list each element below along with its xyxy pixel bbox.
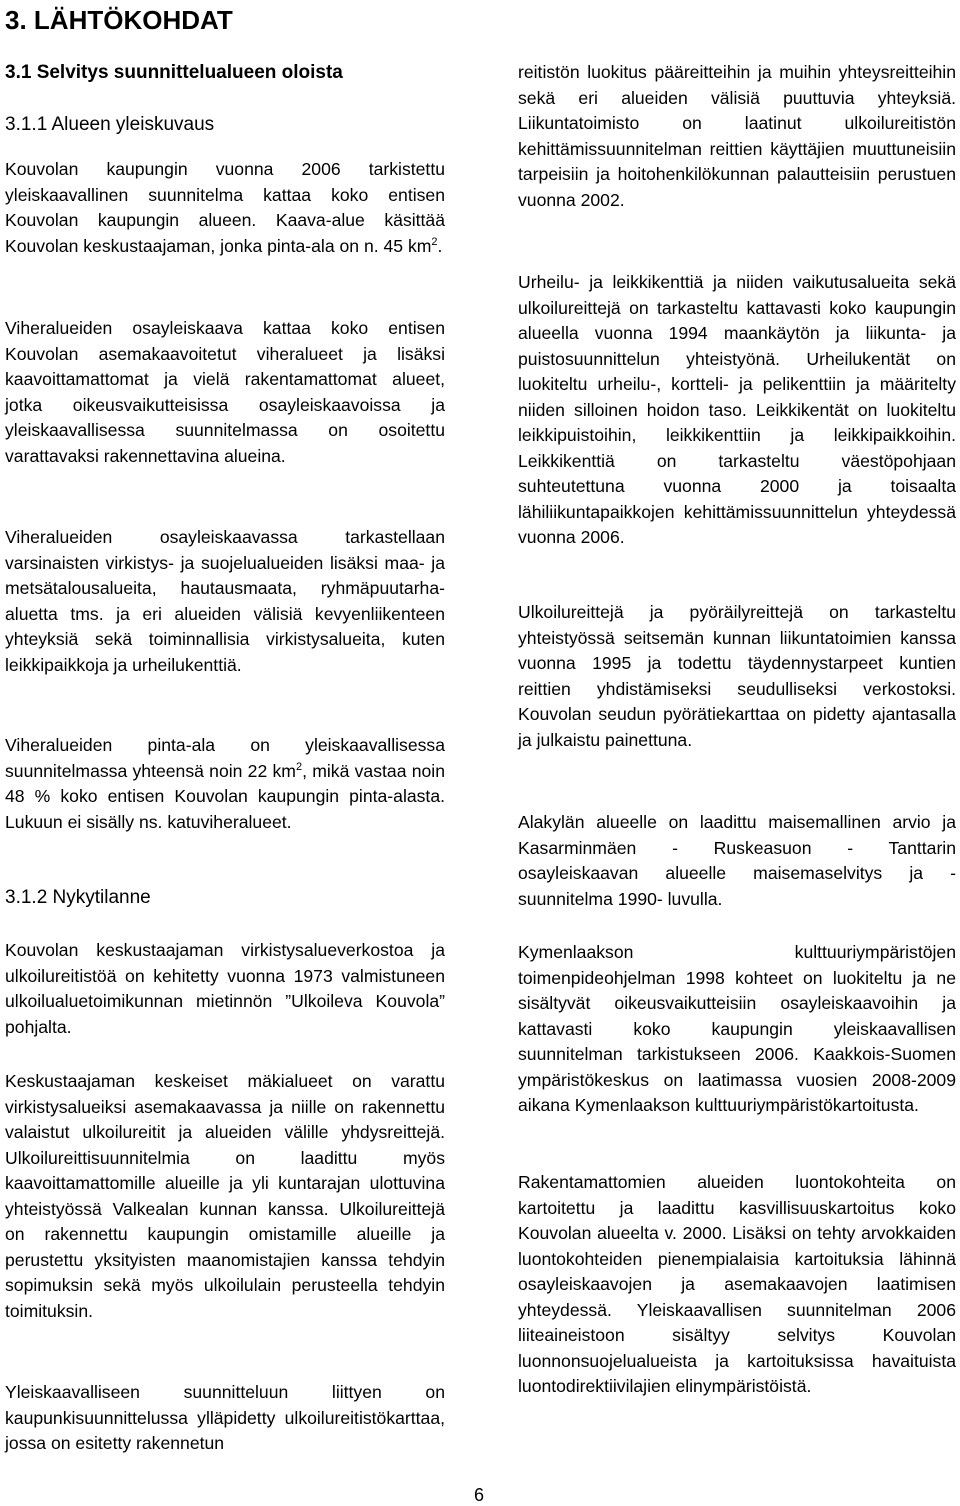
- paragraph-pinta-ala: Viheralueiden pinta-ala on yleiskaavallisessa suunnitelmassa yhteensä noin 22 $km^2$, mikä vastaa noin 48 % koko entisen Kouvolan kaupungin pinta-alasta. Lukuun ei sisälly ns. katuviheralueet.: [5, 735, 445, 832]
- subsection-heading-nykytilanne: 3.1.2 Nykytilanne: [5, 887, 151, 908]
- subsection-heading-alueen-yleiskuvaus: 3.1.1 Alueen yleiskuvaus: [5, 114, 215, 135]
- paragraph-pyorailyreitit: Ulkoilureittejä ja pyöräilyreittejä on tarkasteltu yhteistyössä seitsemän kunnan liikuntatoimien kanssa vuonna 1995 ja todettu täydennystarpeet kuntien reittien yhdistämiseksi seudulliseksi verkostoksi. Kouvolan seudun pyörätiekarttaa on pidetty ajantasalla ja julkaistu painettuna.: [518, 602, 956, 750]
- page-number: 6: [474, 1485, 485, 1505]
- section-heading: 3.1 Selvitys suunnittelualueen oloista: [5, 62, 343, 83]
- paragraph-yleiskuvaus: Kouvolan kaupungin vuonna 2006 tarkistettu yleiskaavallinen suunnitelma kattaa koko entisen Kouvolan kaupungin alueen. Kaava-alue käsittää Kouvolan keskustaajaman, jonka pinta-ala on n. 45 $km^2$.: [5, 159, 445, 256]
- chapter-heading: 3. LÄHTÖKOHDAT: [5, 5, 233, 35]
- paragraph-tarkastelu: Viheralueiden osayleiskaavassa tarkastellaan varsinaisten virkistys- ja suojelualueiden lisäksi maa- ja metsätalousalueita, hautausmaata, ryhmäpuutarha-aluetta tms. ja eri alueiden välisiä kevyenliikenteen yhteyksiä sekä toiminnallisia virkistysalueita, kuten leikkipaikkoja ja urheilukenttiä.: [5, 527, 445, 675]
- paragraph-maisema: Alakylän alueelle on laadittu maisemallinen arvio ja Kasarminmäen - Ruskeasuon - Tanttarin osayleiskaavan alueelle maisemaselvitys ja -suunnitelma 1990- luvulla.: [518, 812, 956, 909]
- paragraph-osayleiskaava: Viheralueiden osayleiskaava kattaa koko entisen Kouvolan asemakaavoitetut viheralueet ja lisäksi kaavoittamattomat ja vielä rakentamattomat alueet, jotka oikeusvaikutteisissa osayleiskaavoissa ja yleiskaavallisessa suunnitelmassa on osoitettu varattavaksi rakennettavina alueina.: [5, 318, 445, 466]
- paragraph-luontokohteet: Rakentamattomien alueiden luontokohteita on kartoitettu ja laadittu kasvillisuuskartoitus koko Kouvolan alueelta v. 2000. Lisäksi on tehty arvokkaiden luontokohteiden pienempialaisia kartoituksia lähinnä osayleiskaavojen ja asemakaavojen laatimisen yhteydessä. Yleiskaavallisen suunnitelman 2006 liiteaineistoon sisältyy selvitys Kouvolan luonnonsuojelualueista ja kartoituksissa havaituista luontodirektiivilajien elinympäristöistä.: [518, 1172, 956, 1396]
- paragraph-makialueet: Keskustaajaman keskeiset mäkialueet on varattu virkistysalueiksi asemakaavassa ja niille on rakennettu valaistut ulkoilureitit ja alueiden välille yhdysreittejä. Ulkoilureittisuunnitelmia on laadittu myös kaavoittamattomille alueille ja yli kuntarajan ulottuvina yhteistyössä Valkealan kunnan kanssa. Ulkoilureittejä on rakennettu kaupungin omistamille alueille ja perustettu yksityisten maanomistajien kanssa tehdyin sopimuksin sekä myös ulkoilulain perusteella tehdyin toimituksin.: [5, 1071, 445, 1321]
- paragraph-urheilukentat: Urheilu- ja leikkikenttiä ja niiden vaikutusalueita sekä ulkoilureittejä on tarkasteltu kattavasti koko kaupungin alueella vuonna 1994 maankäytön ja liikunta- ja puistosuunnittelun yhteistyönä. Urheilukentät on luokiteltu urheilu-, kortteli- ja pelikenttiin ja määritelty niiden silloinen hoidon taso. Leikkikentät on luokiteltu leikkipuistoihin, leikkikenttiin ja leikkipaikkoihin. Leikkikenttiä on tarkasteltu väestöpohjaan suhteutettuna vuonna 2000 ja toisaalta lähiliikuntapaikkojen kehittämissuunnittelun yhteydessä vuonna 2006.: [518, 272, 956, 547]
- paragraph-kulttuuriymparistot: Kymenlaakson kulttuuriympäristöjen toimenpideohjelman 1998 kohteet on luokiteltu ja ne sisältyvät oikeusvaikutteisiin osayleiskaavoihin ja kattavasti koko kaupungin yleiskaavallisen suunnitelman tarkistukseen 2006. Kaakkois-Suomen ympäristökeskus on laatimassa vuosien 2008-2009 aikana Kymenlaakson kulttuuriympäristökartoitusta.: [518, 942, 956, 1115]
- paragraph-verkosto: Kouvolan keskustaajaman virkistysalueverkostoa ja ulkoilureitistöä on kehitetty vuonna 1973 valmistuneen ulkoilualuetoimikunnan mietinnön ”Ulkoileva Kouvola” pohjalta.: [5, 940, 445, 1037]
- paragraph-ulkoilureitistokartta: Yleiskaavalliseen suunnitteluun liittyen on kaupunkisuunnittelussa ylläpidetty ulkoilureitistökarttaa, jossa on esitetty rakennetun: [5, 1382, 445, 1453]
- paragraph-reitisto: reitistön luokitus pääreitteihin ja muihin yhteysreitteihin sekä eri alueiden välisiä puuttuvia yhteyksiä. Liikuntatoimisto on laatinut ulkoilureitistön kehittämissuunnitelman reittien käyttäjien muuttuneisiin tarpeisiin ja hoitohenkilökunnan palautteisiin perustuen vuonna 2002.: [518, 62, 956, 210]
